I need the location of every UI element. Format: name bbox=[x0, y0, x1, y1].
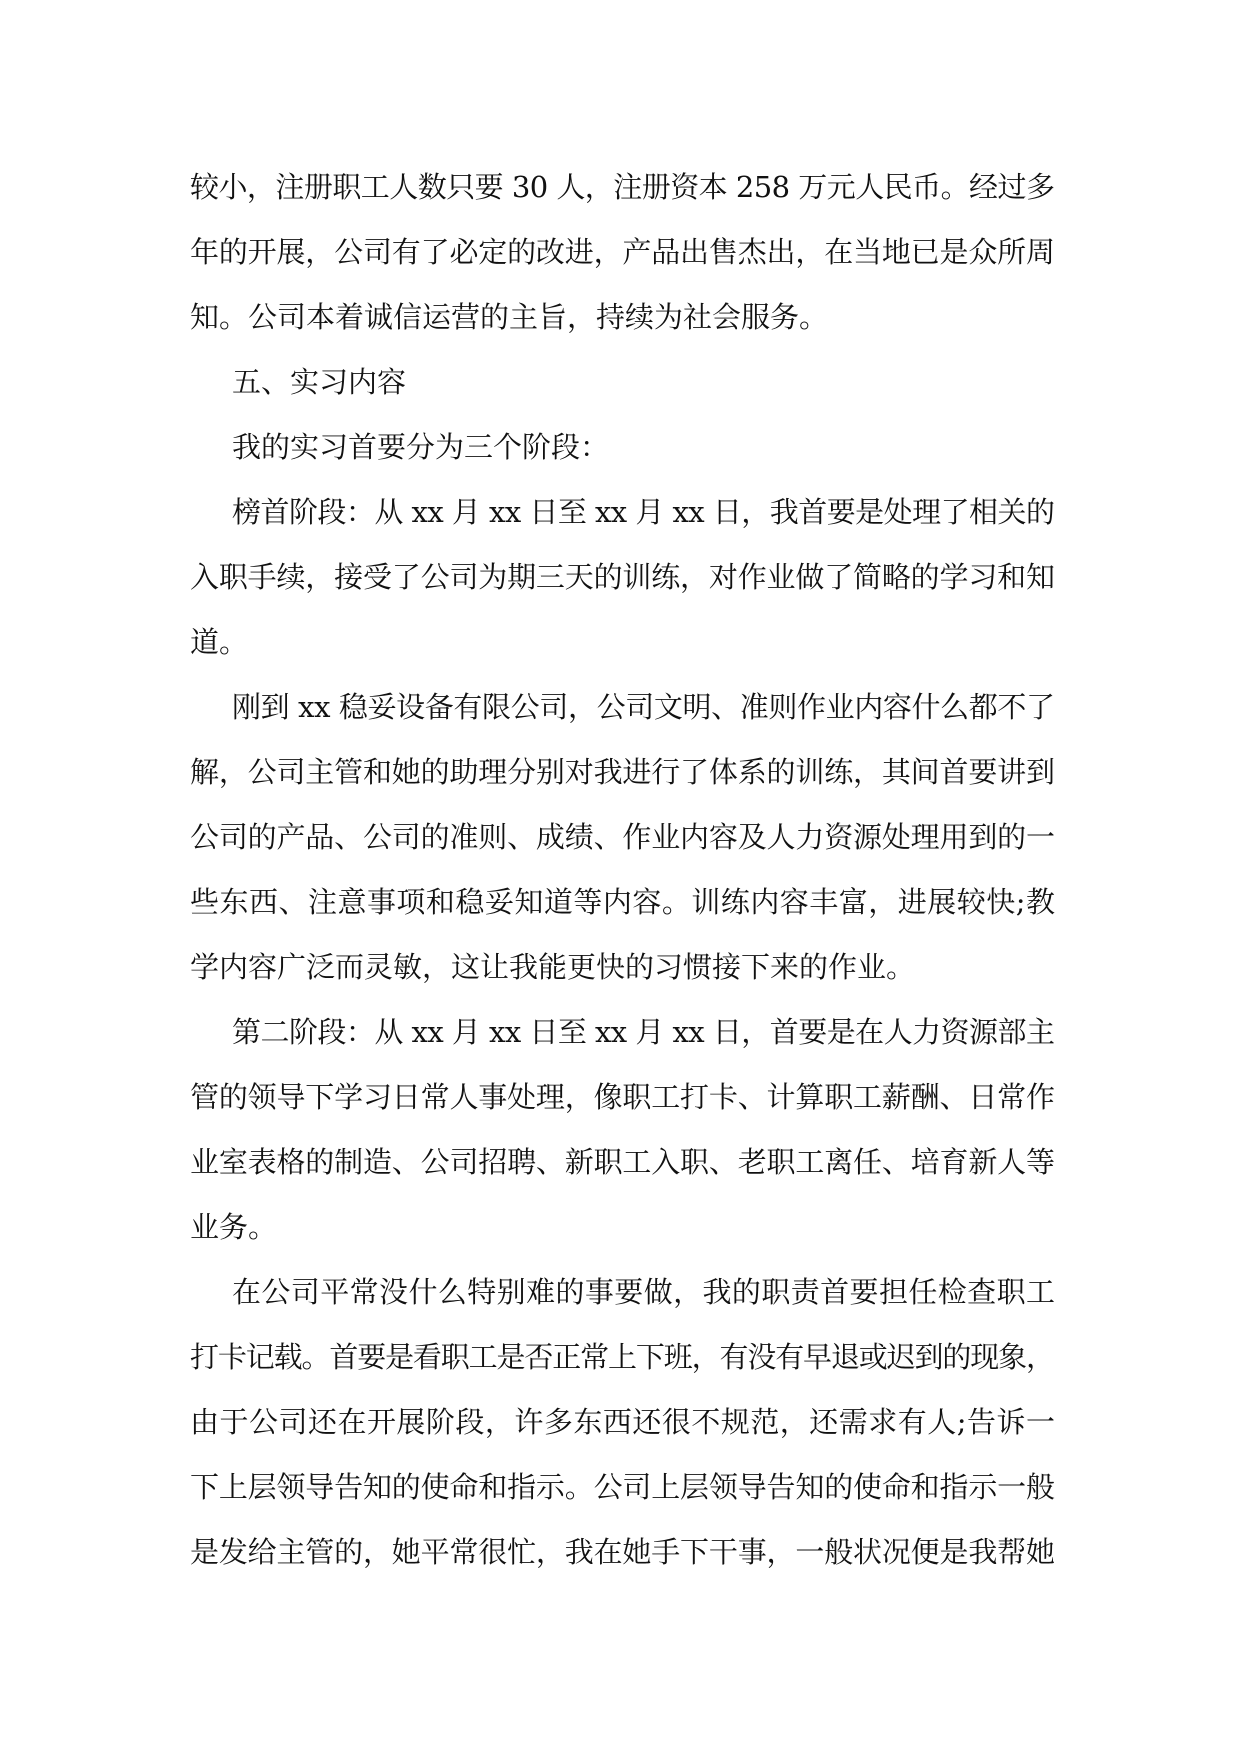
text-line: 刚到 xx 稳妥设备有限公司，公司文明、准则作业内容什么都不了 bbox=[232, 690, 1055, 724]
text-line: 公司的产品、公司的准则、成绩、作业内容及人力资源处理用到的一 bbox=[190, 820, 1055, 854]
text-line: 道。 bbox=[190, 625, 249, 659]
text-line: 五、实习内容 bbox=[232, 365, 407, 399]
text-line: 些东西、注意事项和稳妥知道等内容。训练内容丰富，进展较快;教 bbox=[190, 885, 1056, 919]
text-line: 入职手续，接受了公司为期三天的训练，对作业做了简略的学习和知 bbox=[190, 560, 1055, 594]
text-line: 学内容广泛而灵敏，这让我能更快的习惯接下来的作业。 bbox=[190, 950, 916, 984]
text-line: 知。公司本着诚信运营的主旨，持续为社会服务。 bbox=[190, 300, 829, 334]
text-line: 是发给主管的，她平常很忙，我在她手下干事，一般状况便是我帮她 bbox=[190, 1535, 1055, 1569]
text-line: 打卡记载。首要是看职工是否正常上下班，有没有早退或迟到的现象， bbox=[190, 1340, 1054, 1374]
text-line: 较小，注册职工人数只要 30 人，注册资本 258 万元人民币。经过多 bbox=[190, 170, 1055, 204]
text-line: 管的领导下学习日常人事处理，像职工打卡、计算职工薪酬、日常作 bbox=[190, 1080, 1055, 1114]
text-line: 在公司平常没什么特别难的事要做，我的职责首要担任检查职工 bbox=[232, 1275, 1056, 1309]
text-line: 下上层领导告知的使命和指示。公司上层领导告知的使命和指示一般 bbox=[190, 1470, 1055, 1504]
text-line: 榜首阶段：从 xx 月 xx 日至 xx 月 xx 日，我首要是处理了相关的 bbox=[232, 495, 1055, 529]
text-line: 我的实习首要分为三个阶段： bbox=[232, 430, 610, 464]
document-body bbox=[190, 155, 1055, 1585]
text-line: 由于公司还在开展阶段，许多东西还很不规范，还需求有人;告诉一 bbox=[190, 1405, 1056, 1439]
text-line: 解，公司主管和她的助理分别对我进行了体系的训练，其间首要讲到 bbox=[190, 755, 1055, 789]
text-line: 业室表格的制造、公司招聘、新职工入职、老职工离任、培育新人等 bbox=[190, 1145, 1055, 1179]
text-line: 年的开展，公司有了必定的改进，产品出售杰出，在当地已是众所周 bbox=[190, 235, 1055, 269]
text-line: 业务。 bbox=[190, 1210, 278, 1244]
text-line: 第二阶段：从 xx 月 xx 日至 xx 月 xx 日，首要是在人力资源部主 bbox=[232, 1015, 1055, 1049]
